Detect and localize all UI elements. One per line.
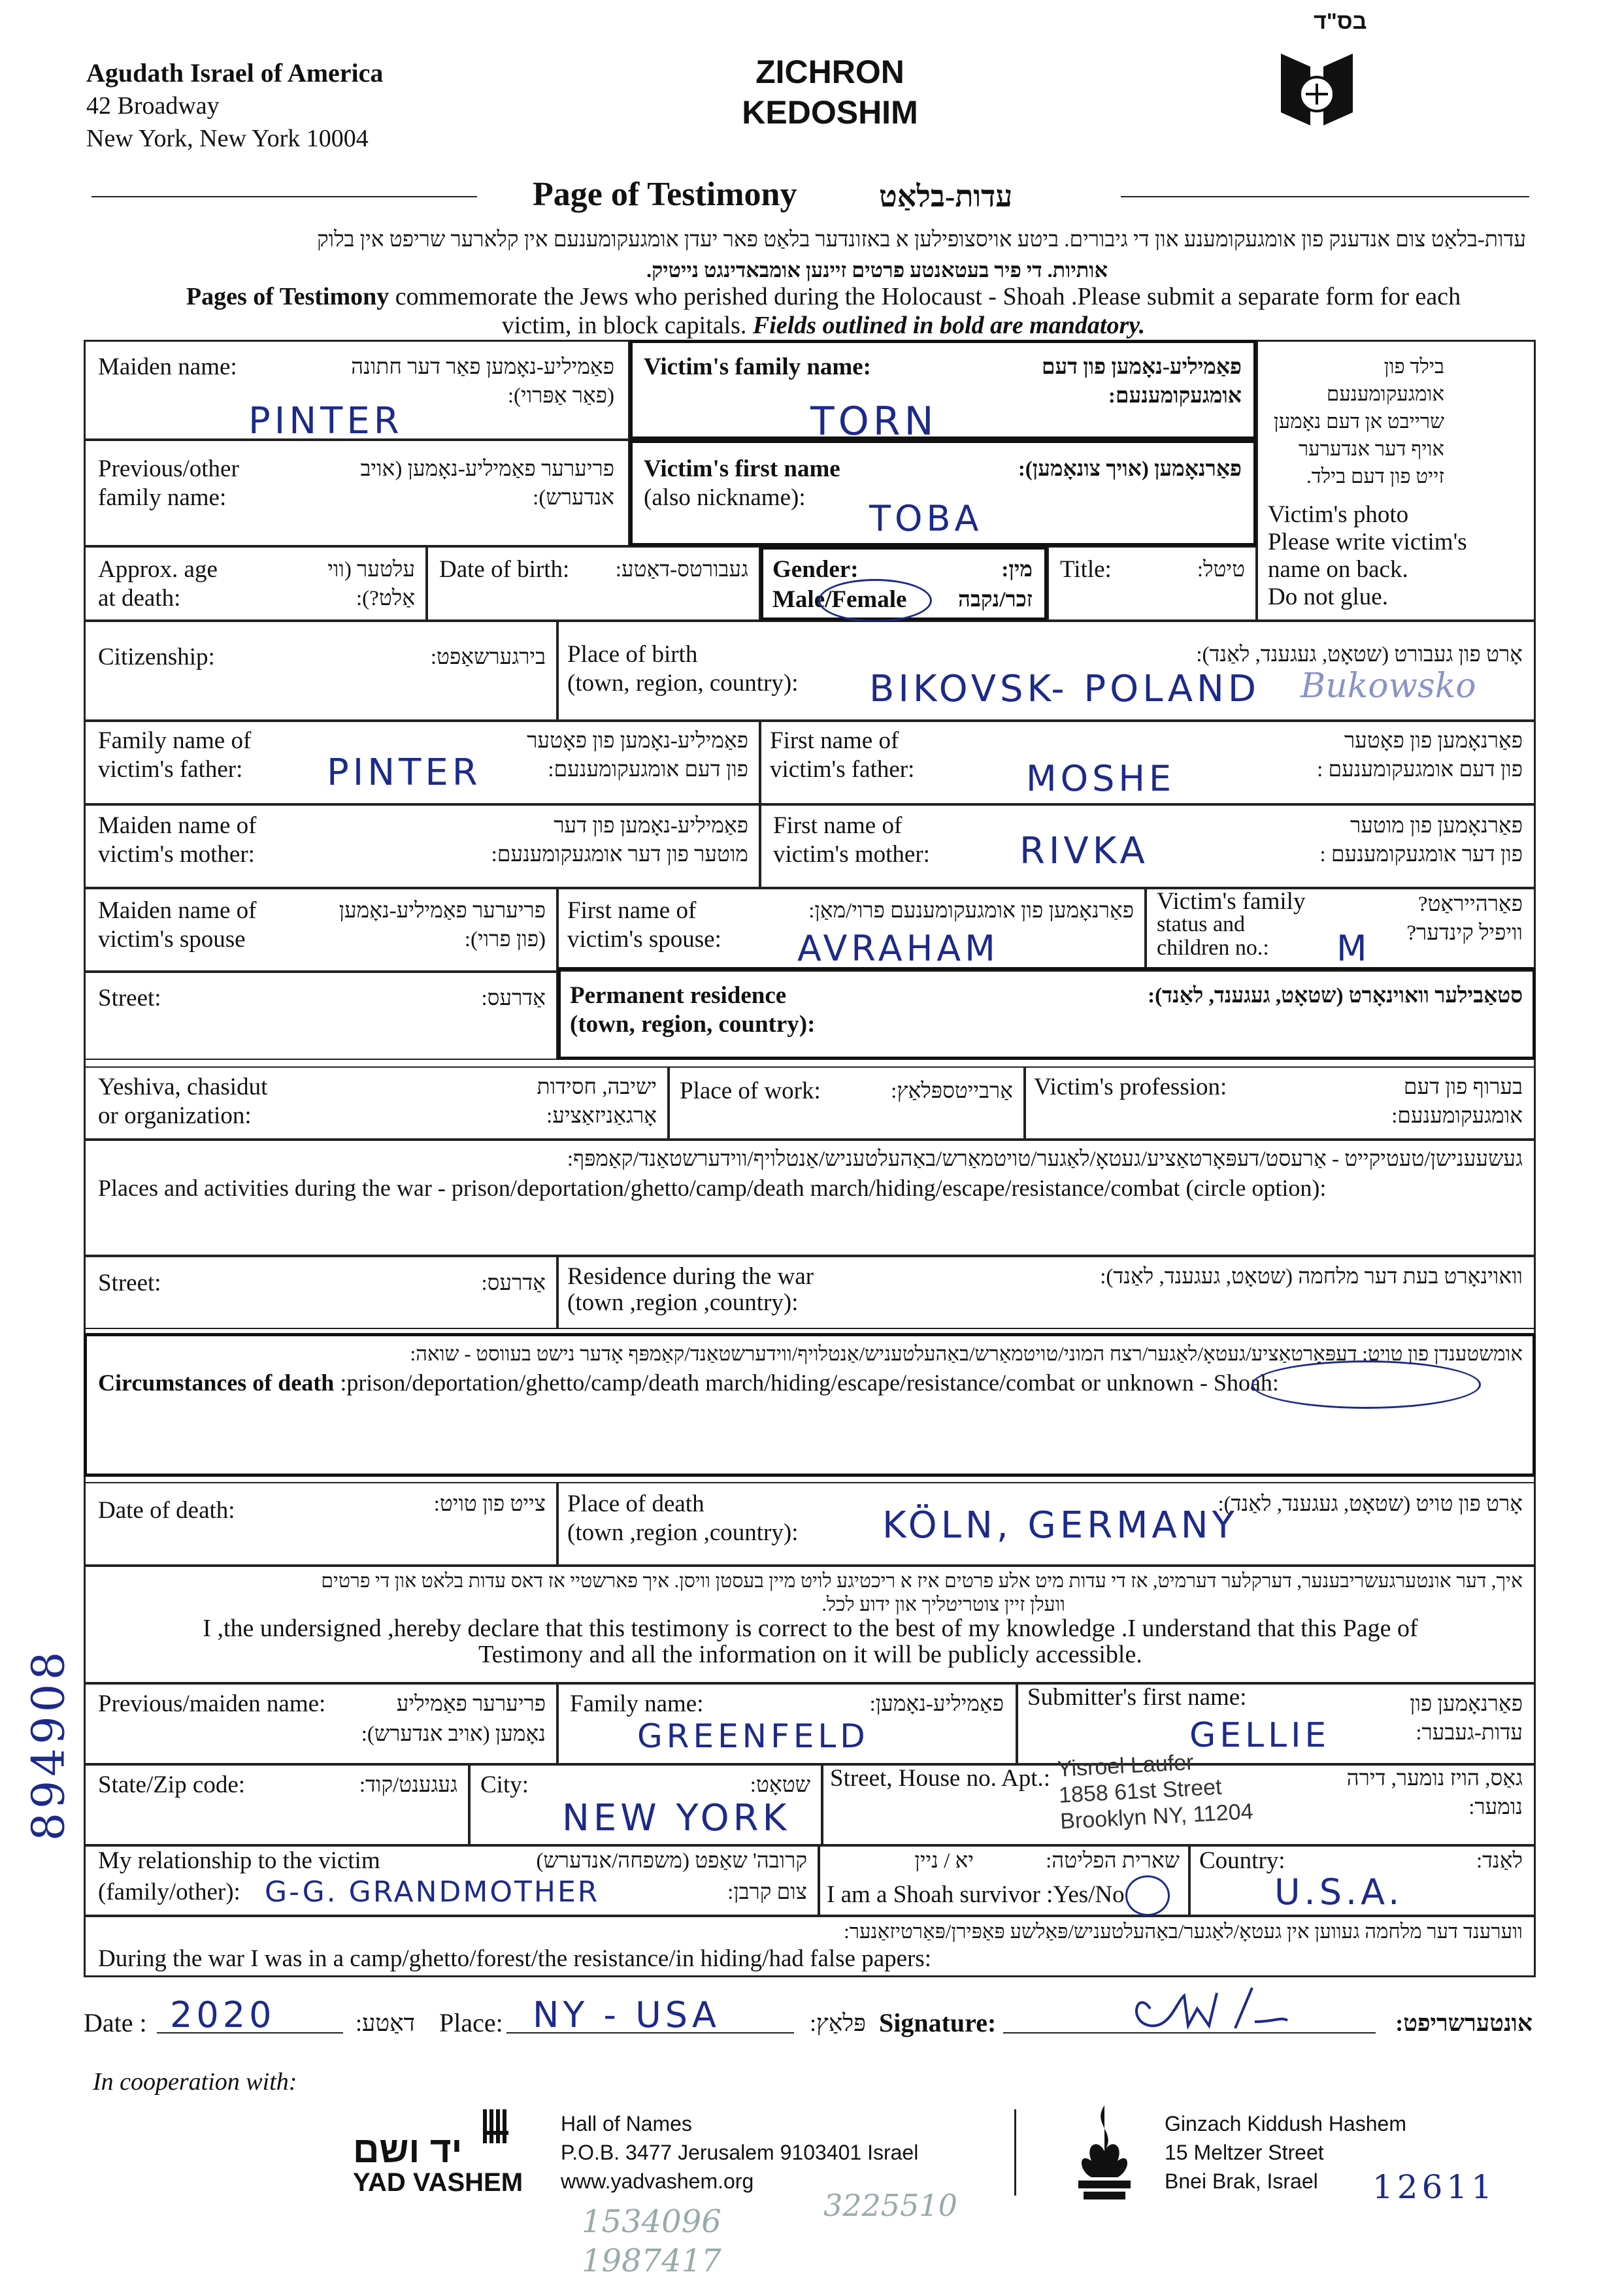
submitter-family-name-label: Family name:: [570, 1690, 704, 1717]
gender-label-yi: מין:: [1001, 558, 1033, 582]
photo-note-en2: Please write victim's: [1268, 529, 1467, 555]
place-of-death-label2: (town ,region ,country):: [567, 1519, 799, 1546]
yeshiva-label-yi2: אָרגאַניזאַציע:: [546, 1104, 657, 1128]
place-of-birth-value: BIKOVSK- POLAND: [869, 668, 1261, 710]
date-of-birth-label-yi: געבורטס-דאַטע:: [615, 558, 748, 582]
spouse-first-value: AVRAHAM: [797, 928, 999, 969]
submitter-family-name-label-yi: פאַמיליע-נאָמען:: [869, 1692, 1004, 1716]
declaration-yi-line2: וועלן זיין צוטריטליך און ידוע לכל.: [821, 1594, 1065, 1615]
victim-family-name-value: TORN: [810, 399, 938, 444]
signature-scrawl: [1124, 1983, 1307, 2035]
father-family-label2: victim's father:: [98, 756, 243, 783]
victim-first-name-label1: Victim's first name: [644, 455, 840, 482]
survivor-no-circle: [1125, 1875, 1170, 1916]
mother-maiden-label-yi1: פאַמיליע-נאָמען פון דער: [554, 814, 748, 838]
submitter-state-zip-label: State/Zip code:: [98, 1771, 246, 1798]
father-family-value: PINTER: [327, 751, 482, 794]
survivor-label: I am a Shoah survivor :Yes/No: [827, 1881, 1125, 1908]
title-rule-right: [1121, 196, 1529, 197]
permanent-residence-label2: (town, region, country):: [570, 1011, 816, 1038]
mother-maiden-label2: victim's mother:: [98, 841, 255, 868]
father-first-value: MOSHE: [1026, 758, 1176, 799]
relationship-label-yi2: צום קרבן:: [727, 1881, 807, 1904]
gender-options: Male/Female: [772, 586, 907, 613]
mother-maiden-label-yi2: מוטער פון דער אומגעקומענעם:: [491, 843, 748, 866]
approx-age-label1: Approx. age: [98, 556, 218, 583]
submitter-state-zip-label-yi: געגענט/קוד:: [359, 1773, 457, 1797]
father-family-label-yi1: פאַמיליע-נאָמען פון פאָטער: [527, 729, 748, 753]
photo-note-yi: בילד פון אומגעקומענעם שרייבט אן דעם נאָמען אויף דער אנדערער זייט פון דעם בילד.: [1273, 355, 1444, 487]
family-status-label-yi2: וויפיל קינדער?: [1406, 921, 1523, 945]
victim-first-name-label-yi: פאַרנאָמען (אויך צונאָמען):: [1018, 457, 1242, 481]
war-street-label-yi: אַדרעס:: [481, 1272, 546, 1295]
page-title-yi: עדות-בלאַט: [879, 180, 1013, 213]
hall-of-names-title: Hall of Names: [561, 2112, 692, 2135]
place-label: Place:: [439, 2008, 503, 2037]
spouse-first-label-yi: פאַרנאָמען פון אומגעקומענעם פרוי/מאַן:: [808, 899, 1134, 923]
street-label: Street:: [98, 985, 161, 1012]
survivor-label-yi1: שארית הפליטה:: [1046, 1849, 1180, 1873]
profession-label: Victim's profession:: [1034, 1074, 1227, 1100]
yad-vashem-flame-icon: [482, 2107, 511, 2146]
spouse-maiden-label-yi1: פריערער פאַמיליע-נאָמען: [339, 899, 546, 923]
org-name: Agudath Israel of America: [86, 58, 384, 88]
ginzach-street: 15 Meltzer Street: [1165, 2141, 1324, 2164]
intro-en-italic: Fields outlined in bold are mandatory.: [752, 312, 1146, 339]
signature-label-yi: אונטערשריפט:: [1395, 2010, 1533, 2036]
org-address-line2: New York, New York 10004: [86, 125, 369, 152]
spouse-first-label2: victim's spouse:: [567, 926, 721, 953]
submitter-city-value: NEW YORK: [562, 1797, 791, 1839]
father-family-label-yi2: פון דעם אומגעקומענעם:: [548, 758, 748, 782]
unknown-shoah-circle: [1251, 1360, 1481, 1409]
submitter-previous-name-label: Previous/maiden name:: [98, 1690, 326, 1717]
place-of-death-label-yi: אָרט פון טויט (שטאָט, געגענד, לאַנד):: [1218, 1492, 1523, 1516]
declaration-yi-line1: איך, דער אונטערגעשריבענער, דערקלער דערמיט, אז די עדות מיט אלע פרטים איז א ריכטיגע לויט מיין בעסטן וויסן. איך פארשטיי אז דאס עדות בלאט און די פרטים: [321, 1570, 1523, 1592]
yeshiva-label2: or organization:: [98, 1102, 252, 1129]
date-value: 2020: [170, 1994, 276, 2035]
form-title-line2: KEDOSHIM: [742, 94, 918, 131]
side-archive-number: 894908: [23, 1647, 75, 1841]
archive-number-1: 1534096: [582, 2203, 721, 2240]
victim-first-name-label2: (also nickname):: [644, 484, 806, 511]
family-status-label-yi1: פאַרהייראַט?: [1417, 893, 1523, 916]
place-of-work-label: Place of work:: [680, 1078, 821, 1104]
agudath-logo: [1274, 47, 1359, 132]
photo-note-en1: Victim's photo: [1268, 501, 1409, 528]
org-address-line1: 42 Broadway: [86, 92, 220, 120]
father-first-label-yi1: פאַרנאָמען פון פאָטער: [1344, 729, 1523, 753]
ginzach-name: Ginzach Kiddush Hashem: [1165, 2112, 1406, 2135]
submitter-city-label-yi: שטאָט:: [750, 1773, 810, 1797]
war-street-label: Street:: [98, 1270, 161, 1296]
family-status-label2: status and: [1157, 912, 1246, 936]
spouse-maiden-label1: Maiden name of: [98, 897, 257, 924]
maiden-name-label: Maiden name:: [98, 354, 237, 380]
profession-label-yi2: אומגעקומענעם:: [1391, 1104, 1523, 1128]
citizenship-label-yi: בירגערשאַפט:: [430, 646, 546, 669]
previous-family-label2: family name:: [98, 484, 227, 511]
maiden-name-label-yi: פאַמיליע-נאָמען פאַר דער חתונה (פאַר אַפּרוי):: [351, 355, 614, 408]
hall-of-names-website[interactable]: www.yadvashem.org: [561, 2169, 754, 2193]
yad-vashem-logo-heb: יד ושם: [353, 2129, 463, 2170]
yad-vashem-logo-en: YAD VASHEM: [353, 2168, 523, 2197]
submitter-street-label-yi: גאַס, הויז נומער, דירה נומער:: [1346, 1767, 1523, 1819]
circumstances-label-yi: אומשטענדן פון טויט: דעפּאָרטאַציע/געטאָ/לאַגער/רצח המוני/טויטמאַרש/באַהעלטעניש/אַנטלויף/ווידערשטאַנד/קאַמפּף אָדער נישט בעווסט - שואה:: [410, 1342, 1523, 1365]
relationship-label-yi1: קרובה' שאַפט (משפחה/אנדערש): [536, 1849, 807, 1873]
cooperation-label: In cooperation with:: [93, 2068, 297, 2096]
intro-en-bold: Pages of Testimony: [186, 283, 389, 310]
survivor-label-yi2: יא / ניין: [914, 1849, 974, 1873]
war-status-label-yi: ווערענד דער מלחמה געווען אין געטאָ/לאַגער/באַהעלטעניש/פּאַלשע פּאַפּירן/פּאַרטיזאַנער:: [844, 1920, 1523, 1943]
relationship-label2: (family/other):: [98, 1879, 240, 1905]
hall-of-names-block: [561, 2109, 918, 2196]
spouse-maiden-label2: victim's spouse: [98, 926, 246, 953]
gender-options-yi: זכר/נקבה: [958, 588, 1033, 612]
war-residence-label1: Residence during the war: [567, 1263, 814, 1290]
spouse-maiden-label-yi2: (פון פרוי):: [464, 928, 546, 951]
submitter-previous-name-label-yi2: נאָמען (אויב אנדערש):: [361, 1722, 546, 1746]
war-status-label: During the war I was in a camp/ghetto/forest/the resistance/in hiding/had false papers:: [98, 1945, 932, 1972]
permanent-residence-label-yi: סטאַבילער וואוינאָרט (שטאָט, געגענד, לאַנד):: [1148, 984, 1523, 1008]
date-label-yi: דאַטע:: [355, 2010, 415, 2036]
family-status-value: M: [1336, 928, 1371, 969]
place-value: NY - USA: [533, 1994, 720, 2035]
victim-family-name-label-yi: פאַמיליע-נאָמען פון דעם אומגעקומענעם:: [1041, 355, 1242, 408]
place-of-work-label-yi: אַרבייטספּלאַץ:: [891, 1079, 1013, 1103]
street-label-yi: אַדרעס:: [481, 987, 546, 1010]
yeshiva-label1: Yeshiva, chasidut: [98, 1074, 268, 1100]
stamp-line2: 1858 61st Street: [1058, 1774, 1223, 1808]
approx-age-label2: at death:: [98, 585, 181, 612]
circumstances-label: [98, 1368, 1279, 1397]
title-label-yi: טיטל:: [1197, 558, 1245, 582]
places-during-war-label-yi: געשעענישן/טעטיקייט - אַרעסט/דעפּאָרטאַציע/געטאָ/לאַגער/טויטמאַרש/באַהעלטעניש/אַנטלויף/ווידערשטאַנד/קאַמפּף:: [567, 1147, 1523, 1171]
intro-en: [105, 282, 1542, 340]
maiden-name-value: PINTER: [248, 400, 403, 442]
family-status-label1: Victim's family: [1157, 888, 1306, 915]
intro-yi-line2: אותיות. די פיר בעטאנטע פרטים זיינען אומבאדינגט נייטיק.: [646, 258, 1108, 282]
archive-number-2: 3225510: [823, 2188, 957, 2223]
photo-note-en4: Do not glue.: [1268, 584, 1388, 610]
intro-en-line1: commemorate the Jews who perished during the Holocaust - Shoah .Please submit a separate form for each: [389, 283, 1461, 310]
intro-en-line2: victim, in block capitals.: [501, 312, 753, 339]
place-of-death-value: KÖLN, GERMANY: [882, 1504, 1238, 1547]
circumstances-label-bold: Circumstances of death: [98, 1370, 335, 1396]
father-family-label1: Family name of: [98, 727, 252, 754]
father-first-label1: First name of: [770, 727, 899, 754]
submitter-previous-name-label-yi1: פריערער פאַמיליע: [396, 1692, 546, 1716]
ginzach-city: Bnei Brak, Israel: [1165, 2169, 1318, 2193]
father-first-label-yi2: פון דעם אומגעקומענעם :: [1317, 758, 1523, 782]
citizenship-label: Citizenship:: [98, 644, 215, 670]
title-rule-left: [91, 196, 477, 197]
ginzach-block: [1165, 2109, 1406, 2196]
profession-label-yi1: בערוף פון דעם: [1403, 1076, 1523, 1099]
place-of-birth-label1: Place of birth: [567, 641, 698, 668]
submitter-first-name-label-yi1: פאַרנאָמען פון: [1410, 1692, 1523, 1716]
form-title-line1: ZICHRON: [755, 54, 904, 90]
bsd-mark: בס"ד: [1314, 9, 1367, 34]
photo-note-en3: name on back.: [1268, 556, 1408, 583]
submitter-street-label: Street, House no. Apt.:: [830, 1765, 1051, 1792]
mother-first-label2: victim's mother:: [773, 841, 930, 868]
gender-female-circle: [818, 579, 932, 622]
date-of-death-label-yi: צייט פון טויט:: [433, 1492, 546, 1516]
place-of-death-label1: Place of death: [567, 1490, 704, 1517]
permanent-residence-label1: Permanent residence: [570, 982, 787, 1009]
page-title-en: Page of Testimony: [533, 176, 797, 213]
submitter-first-name-label: Submitter's first name:: [1027, 1684, 1247, 1711]
submitter-address-stamp: [1057, 1746, 1253, 1834]
father-first-label2: victim's father:: [770, 756, 915, 783]
declaration-en-line1: I ,the undersigned ,hereby declare that this testimony is correct to the best of my knowledge .I understand that this Page of: [203, 1615, 1418, 1642]
spouse-first-label1: First name of: [567, 897, 697, 924]
family-status-label3: children no.:: [1157, 936, 1269, 960]
place-label-yi: פּלאַץ:: [809, 2010, 866, 2036]
relationship-label1: My relationship to the victim: [98, 1847, 380, 1874]
stamp-line3: Brooklyn NY, 11204: [1059, 1799, 1254, 1834]
hall-of-names-address: P.O.B. 3477 Jerusalem 9103401 Israel: [561, 2141, 919, 2164]
stamp-line1: Yisroel Laufer: [1057, 1749, 1195, 1782]
gender-label: Gender:: [772, 556, 859, 583]
yeshiva-label-yi1: ישיבה, חסידות: [537, 1076, 657, 1099]
mother-maiden-label1: Maiden name of: [98, 812, 257, 839]
circumstances-label-options: :prison/deportation/ghetto/camp/death march/hiding/escape/resistance/combat or unknown - Shoah:: [334, 1370, 1279, 1396]
intro-yi-line1: עדות-בלאַט צום אנדענק פון אומגעקומענע און די גיבורים. ביטע אויסצופילען א באזונדער בלאַט פאר יעדן אומגעקומענעם אין קלארער שריפט אין בלוק: [316, 228, 1526, 252]
previous-family-label1: Previous/other: [98, 455, 239, 482]
place-of-birth-label-yi: אָרט פון געבורט (שטאָט, געגענד, לאַנד):: [1196, 643, 1523, 667]
signature-label: Signature:: [879, 2008, 997, 2037]
relationship-value: G-G. GRANDMOTHER: [265, 1875, 600, 1909]
places-during-war-label: Places and activities during the war - prison/deportation/ghetto/camp/death march/hiding/escape/resistance/combat (circle option):: [98, 1175, 1327, 1201]
submitter-first-name-value: GELLIE: [1189, 1716, 1331, 1755]
previous-family-label-yi: פריערער פאַמיליע-נאָמען (אויב אנדערש):: [360, 457, 614, 510]
archive-number-3: 1987417: [582, 2243, 721, 2279]
mother-first-label-yi1: פאַרנאָמען פון מוטער: [1350, 814, 1523, 838]
victim-first-name-value: TOBA: [869, 498, 983, 539]
country-value: U.S.A.: [1274, 1871, 1404, 1913]
place-of-birth-note: Bukowsko: [1301, 667, 1476, 706]
war-residence-label-yi: וואוינאָרט בעת דער מלחמה (שטאָט, געגענד, לאַנד):: [1100, 1265, 1523, 1289]
ginzach-logo-icon: [1059, 2099, 1150, 2210]
mother-first-value: RIVKA: [1019, 830, 1149, 872]
victim-family-name-label: Victim's family name:: [644, 354, 871, 380]
date-of-death-label: Date of death:: [98, 1497, 235, 1524]
mother-first-label1: First name of: [773, 812, 903, 839]
footer-divider: [1014, 2109, 1016, 2196]
submitter-family-name-value: GREENFELD: [637, 1717, 869, 1755]
declaration-en-line2: Testimony and all the information on it will be publicly accessible.: [478, 1641, 1142, 1668]
country-label: Country:: [1199, 1847, 1285, 1874]
title-label: Title:: [1060, 556, 1112, 583]
place-of-birth-label2: (town, region, country):: [567, 670, 799, 697]
approx-age-label-yi: עלטער (ווי אַלט?):: [327, 558, 415, 610]
war-residence-label2: (town ,region ,country):: [567, 1289, 799, 1316]
submitter-city-label: City:: [480, 1771, 529, 1798]
date-label: Date :: [84, 2008, 147, 2037]
archive-number-4: 12611: [1372, 2168, 1497, 2206]
mother-first-label-yi2: פון דער אומגעקומענעם :: [1319, 843, 1523, 866]
date-of-birth-label: Date of birth:: [439, 556, 570, 583]
country-label-yi: לאַנד:: [1476, 1849, 1523, 1873]
submitter-first-name-label-yi2: עדות-געבער:: [1416, 1721, 1523, 1745]
